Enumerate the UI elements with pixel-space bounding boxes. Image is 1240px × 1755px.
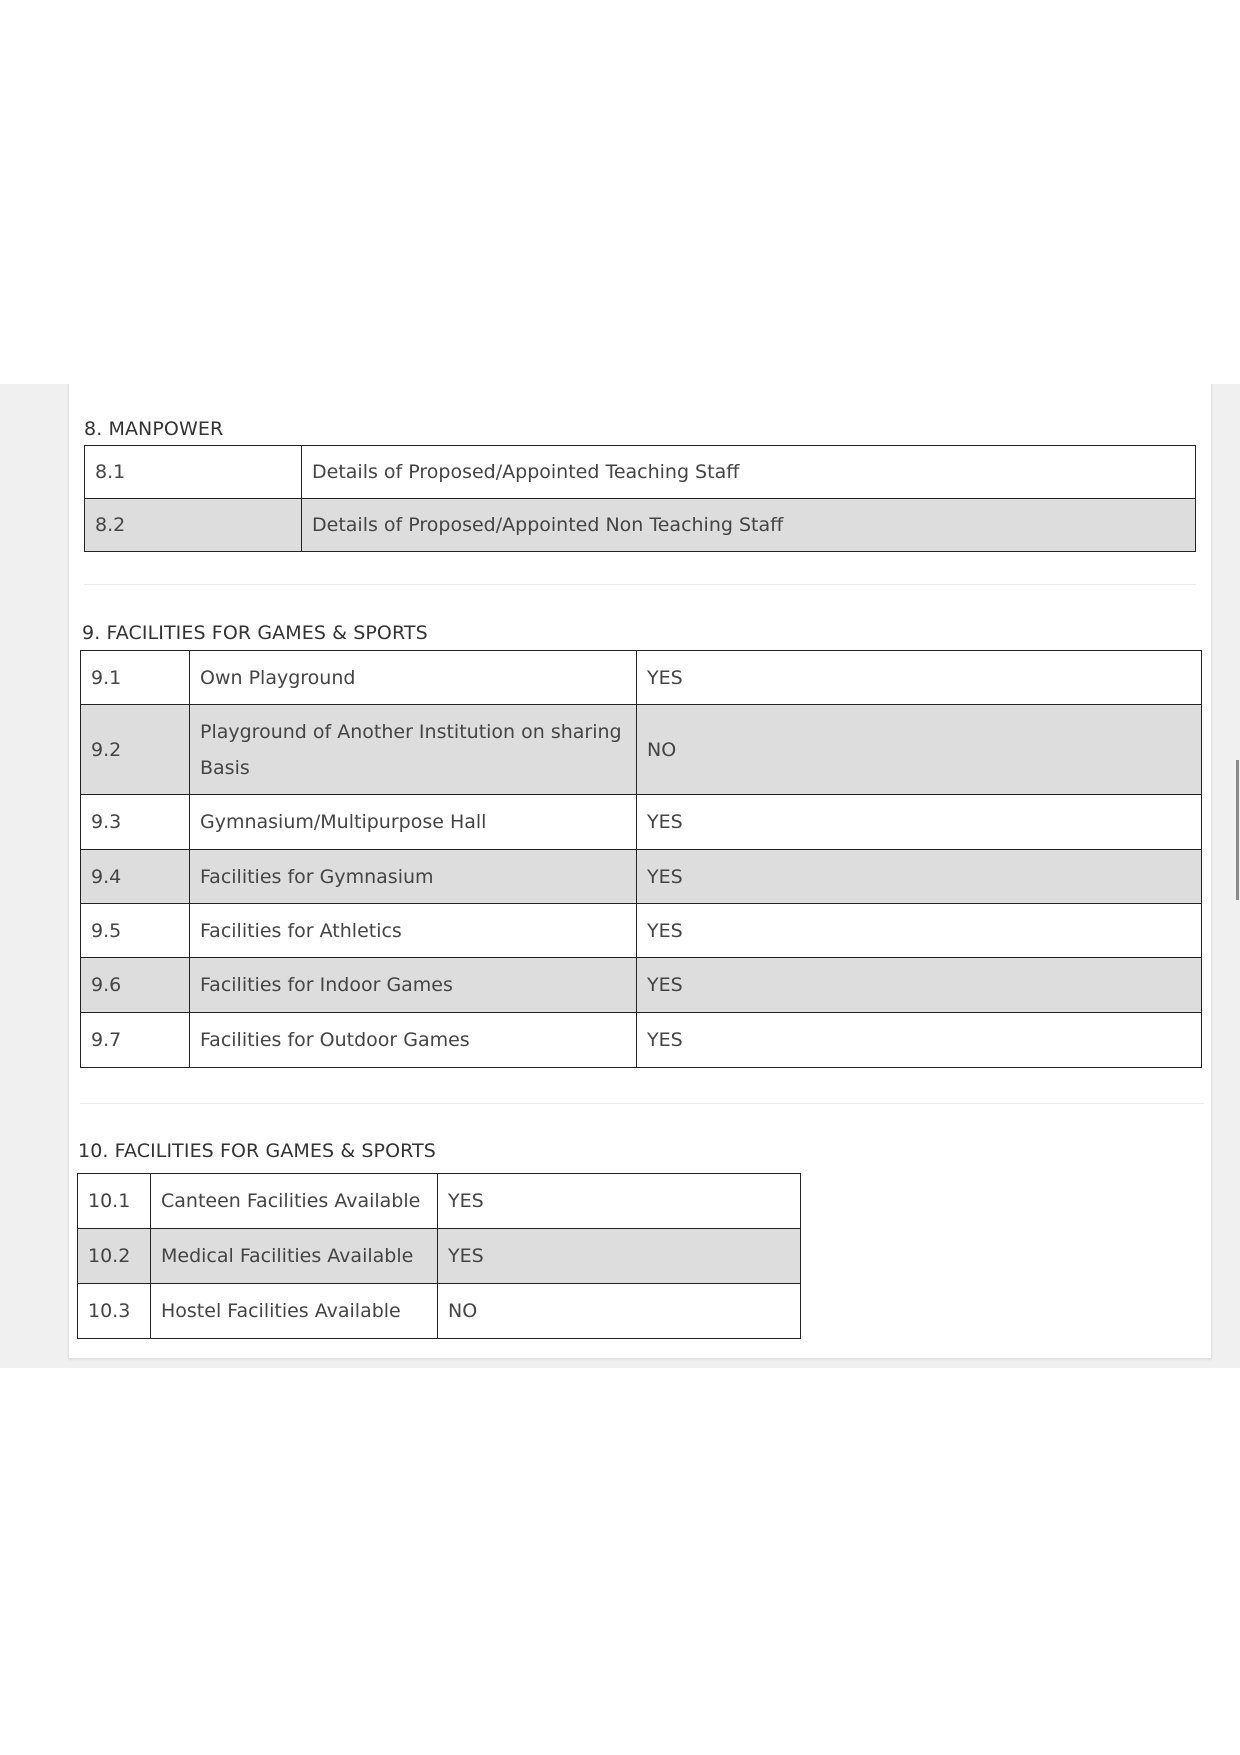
row-number: 9.5 <box>81 904 190 958</box>
row-label: Gymnasium/Multipurpose Hall <box>190 795 637 850</box>
row-number: 9.3 <box>81 795 190 850</box>
row-value: NO <box>637 705 1202 795</box>
table-row <box>85 446 1196 499</box>
row-number: 8.1 <box>85 446 302 499</box>
table-row <box>81 795 1202 850</box>
row-value: NO <box>438 1284 801 1339</box>
table-row <box>78 1229 801 1284</box>
section-title-manpower: 8. MANPOWER <box>84 418 224 440</box>
row-label: Facilities for Indoor Games <box>190 958 637 1013</box>
row-label: Facilities for Gymnasium <box>190 850 637 904</box>
row-value: YES <box>438 1229 801 1284</box>
row-number: 10.1 <box>78 1174 151 1229</box>
row-label: Details of Proposed/Appointed Teaching Staff <box>302 446 1196 499</box>
table-row <box>81 850 1202 904</box>
section-title-facilities: 10. FACILITIES FOR GAMES & SPORTS <box>78 1140 436 1162</box>
row-label: Canteen Facilities Available <box>151 1174 438 1229</box>
facilities-table <box>77 1173 801 1339</box>
row-label: Details of Proposed/Appointed Non Teaching Staff <box>302 499 1196 552</box>
table-row <box>81 651 1202 705</box>
table-row <box>81 904 1202 958</box>
scrollbar-edge <box>1236 760 1239 900</box>
row-number: 10.2 <box>78 1229 151 1284</box>
section-divider <box>80 1103 1204 1104</box>
row-value: YES <box>637 1013 1202 1068</box>
row-label: Own Playground <box>190 651 637 705</box>
table-row <box>78 1284 801 1339</box>
row-label: Medical Facilities Available <box>151 1229 438 1284</box>
row-value: YES <box>637 958 1202 1013</box>
manpower-table <box>84 445 1196 552</box>
section-divider <box>84 584 1196 585</box>
games-sports-table <box>80 650 1202 1068</box>
row-value: YES <box>637 795 1202 850</box>
row-label: Hostel Facilities Available <box>151 1284 438 1339</box>
row-number: 9.2 <box>81 705 190 795</box>
table-row <box>81 705 1202 795</box>
row-number: 8.2 <box>85 499 302 552</box>
row-value: YES <box>637 850 1202 904</box>
row-number: 9.7 <box>81 1013 190 1068</box>
row-number: 9.1 <box>81 651 190 705</box>
table-row <box>81 958 1202 1013</box>
table-row <box>81 1013 1202 1068</box>
section-title-games-sports: 9. FACILITIES FOR GAMES & SPORTS <box>82 622 428 644</box>
row-label: Playground of Another Institution on sharing Basis <box>190 705 637 795</box>
table-row <box>78 1174 801 1229</box>
row-number: 9.4 <box>81 850 190 904</box>
row-number: 10.3 <box>78 1284 151 1339</box>
row-label: Facilities for Outdoor Games <box>190 1013 637 1068</box>
row-value: YES <box>438 1174 801 1229</box>
row-value: YES <box>637 904 1202 958</box>
row-number: 9.6 <box>81 958 190 1013</box>
table-row <box>85 499 1196 552</box>
row-value: YES <box>637 651 1202 705</box>
row-label: Facilities for Athletics <box>190 904 637 958</box>
